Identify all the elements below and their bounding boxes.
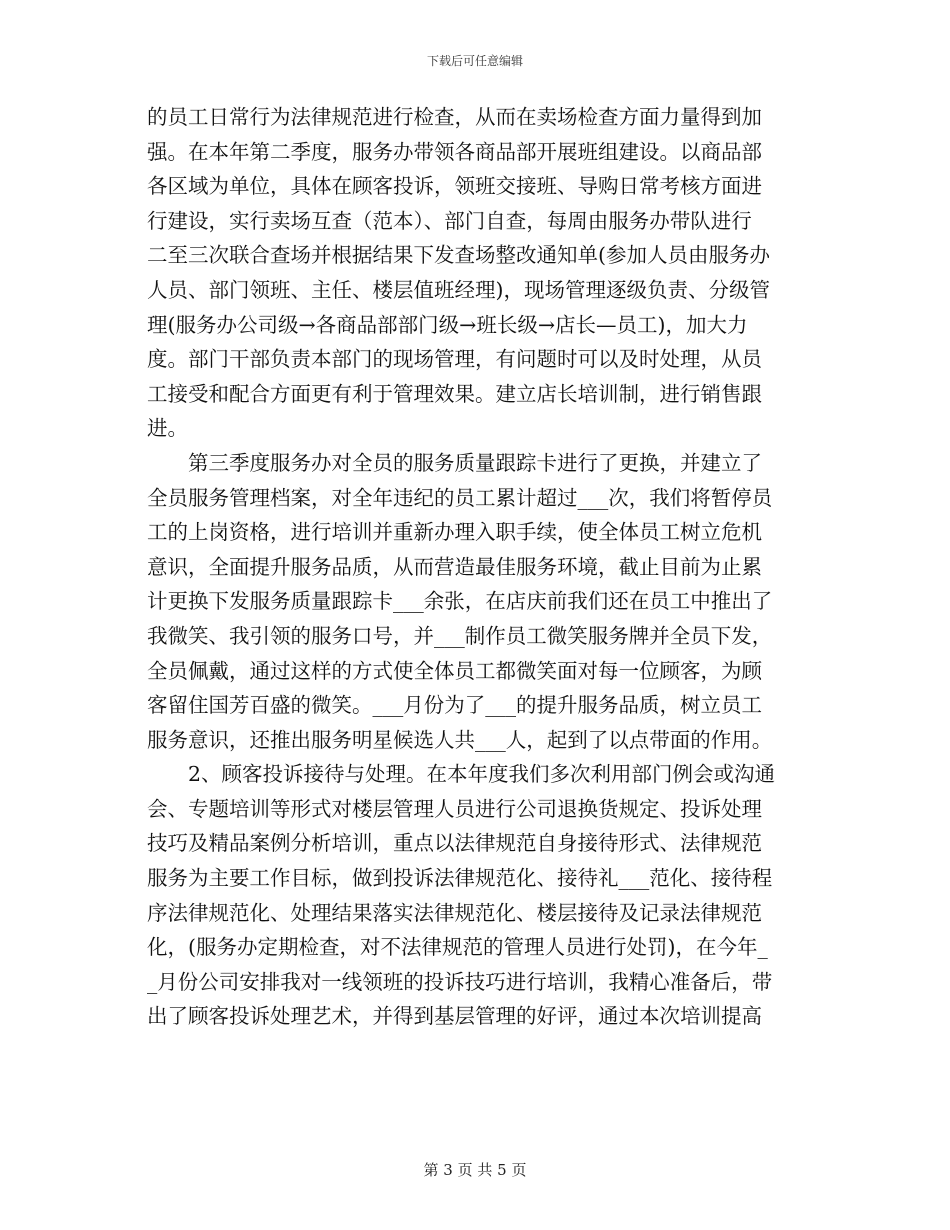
text-line: 各区域为单位，具体在顾客投诉，领班交接班、导购日常考核方面进 <box>147 174 762 199</box>
text-line: 计更换下发服务质量跟踪卡___余张，在店庆前我们还在员工中推出了 <box>147 589 773 614</box>
text-line: 工接受和配合方面更有利于管理效果。建立店长培训制，进行销售跟 <box>147 381 762 406</box>
paragraph-2 <box>147 446 807 757</box>
text-line: 服务意识，还推出服务明星候选人共___人，起到了以点带面的作用。 <box>147 727 773 752</box>
text-line: 出了顾客投诉处理艺术，并得到基层管理的好评，通过本次培训提高 <box>147 1004 762 1029</box>
text-line: 工的上岗资格，进行培训并重新办理入职手续，使全体员工树立危机 <box>147 520 762 545</box>
text-line: 强。在本年第二季度，服务办带领各商品部开展班组建设。以商品部 <box>147 139 762 164</box>
text-line: 会、专题培训等形式对楼层管理人员进行公司退换货规定、投诉处理 <box>147 796 762 821</box>
text-line: 客留住国芳百盛的微笑。___月份为了___的提升服务品质，树立员工 <box>147 693 762 718</box>
text-line: 我微笑、我引领的服务口号，并___制作员工微笑服务牌并全员下发， <box>147 623 773 648</box>
text-line: 2、顾客投诉接待与处理。在本年度我们多次利用部门例会或沟通 <box>188 762 776 787</box>
text-line: 人员、部门领班、主任、楼层值班经理)，现场管理逐级负责、分级管 <box>147 277 770 302</box>
text-line: 度。部门干部负责本部门的现场管理，有问题时可以及时处理，从员 <box>147 347 762 372</box>
text-line: 全员服务管理档案，对全年违纪的员工累计超过___次，我们将暂停员 <box>147 485 773 510</box>
text-line: 行建设，实行卖场互查（范本）、部门自查，每周由服务办带队进行 <box>147 208 752 233</box>
text-line: 意识，全面提升服务品质，从而营造最佳服务环境，截止目前为止累 <box>147 554 762 579</box>
text-line: 理(服务办公司级→各商品部部门级→班长级→店长—员工)，加大力 <box>147 312 748 337</box>
text-line: 序法律规范化、处理结果落实法律规范化、楼层接待及记录法律规范 <box>147 900 762 925</box>
text-line: 的员工日常行为法律规范进行检查，从而在卖场检查方面力量得到加 <box>147 105 762 129</box>
page-header: 下载后可任意编辑 <box>426 54 523 68</box>
text-line: _月份公司安排我对一线领班的投诉技巧进行培训，我精心准备后，带 <box>147 969 773 994</box>
text-line: 化，(服务办定期检查，对不法律规范的管理人员进行处罚)，在今年_ <box>147 935 768 960</box>
paragraph-3 <box>147 757 807 1034</box>
document-body <box>147 100 807 1034</box>
text-line: 进。 <box>147 416 188 441</box>
paragraph-1 <box>147 100 807 446</box>
text-line: 第三季度服务办对全员的服务质量跟踪卡进行了更换，并建立了 <box>188 450 762 475</box>
page-number: 第 3 页 共 5 页 <box>423 1161 527 1179</box>
text-line: 技巧及精品案例分析培训，重点以法律规范自身接待形式、法律规范 <box>147 831 762 856</box>
text-line: 服务为主要工作目标，做到投诉法律规范化、接待礼___范化、接待程 <box>147 866 773 891</box>
text-line: 二至三次联合查场并根据结果下发查场整改通知单(参加人员由服务办 <box>147 243 770 268</box>
text-line: 全员佩戴，通过这样的方式使全体员工都微笑面对每一位顾客，为顾 <box>147 658 762 683</box>
